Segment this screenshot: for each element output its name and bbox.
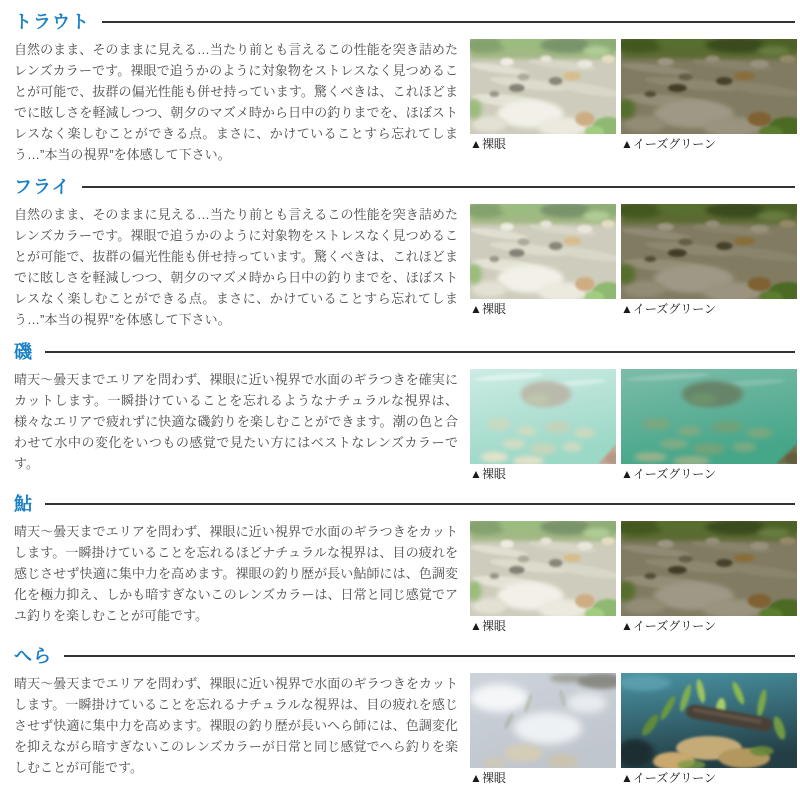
photo-pair bbox=[470, 521, 797, 634]
section-content bbox=[14, 39, 797, 165]
section-content bbox=[14, 673, 797, 786]
photo-ease-green bbox=[621, 369, 797, 482]
photo-naked-eye bbox=[470, 204, 616, 317]
section-content bbox=[14, 369, 797, 482]
section-body-text: 晴天～曇天までエリアを問わず、裸眼に近い視界で水面のギラつきを確実にカットします。一瞬掛けていることを忘れるようなナチュラルな視界は、様々なエリアで疲れずに快適な磯釣りを楽しむことができます。潮の色と合わせて水中の変化をいつもの感覚で見たい方にはベストなレンズカラーです。 bbox=[14, 372, 458, 471]
section-header bbox=[14, 342, 797, 362]
photo-pair bbox=[470, 204, 797, 317]
section-fly bbox=[14, 177, 797, 330]
section-header bbox=[14, 12, 797, 32]
section-title: 磯 bbox=[14, 342, 33, 362]
sea-photo-naked-eye bbox=[470, 369, 616, 464]
section-body-text: 自然のまま、そのままに見える…当たり前とも言えるこの性能を突き詰めたレンズカラーです。裸眼で追うかのように対象物をストレスなく見つめることが可能で、抜群の偏光性能も併せ持っています。驚くべきは、これほどまでに眩しさを軽減しつつ、朝夕のマズメ時から日中の釣りまでを、ほぼストレスなく楽しむことができる点。まさに、かけていることすら忘れてしまう…”本当の視界”を体感して下さい。 bbox=[14, 42, 458, 162]
caption-naked-eye: ▲裸眼 bbox=[470, 302, 506, 316]
photo-ease-green bbox=[621, 673, 797, 786]
section-body-text: 晴天～曇天までエリアを問わず、裸眼に近い視界で水面のギラつきをカットします。一瞬掛けていることを忘れるほどナチュラルな視界は、目の疲れを感じさせず快適に集中力を高めます。裸眼の釣り歴が長い鮎師には、色調変化を極力抑え、しかも暗すぎないこのレンズカラーは、日常と同じ感覚でアユ釣りを楽しむことが可能です。 bbox=[14, 524, 458, 623]
photo-ease-green bbox=[621, 204, 797, 317]
caption-ease-green: ▲イーズグリーン bbox=[621, 619, 717, 633]
header-rule bbox=[45, 351, 795, 353]
caption-ease-green: ▲イーズグリーン bbox=[621, 302, 717, 316]
photo-naked-eye bbox=[470, 369, 616, 482]
photo-ease-green bbox=[621, 521, 797, 634]
caption-ease-green: ▲イーズグリーン bbox=[621, 137, 717, 151]
caption-naked-eye: ▲裸眼 bbox=[470, 771, 506, 785]
photo-pair bbox=[470, 39, 797, 152]
caption-naked-eye: ▲裸眼 bbox=[470, 137, 506, 151]
header-rule bbox=[64, 655, 795, 657]
section-title: へら bbox=[14, 646, 52, 666]
caption-naked-eye: ▲裸眼 bbox=[470, 467, 506, 481]
section-body-text: 自然のまま、そのままに見える…当たり前とも言えるこの性能を突き詰めたレンズカラーです。裸眼で追うかのように対象物をストレスなく見つめることが可能で、抜群の偏光性能も併せ持っています。驚くべきは、これほどまでに眩しさを軽減しつつ、朝夕のマズメ時から日中の釣りまでを、ほぼストレスなく楽しむことができる点。まさに、かけていることすら忘れてしまう…”本当の視界”を体感して下さい。 bbox=[14, 207, 458, 327]
section-title: 鮎 bbox=[14, 494, 33, 514]
caption-ease-green: ▲イーズグリーン bbox=[621, 771, 717, 785]
section-header bbox=[14, 494, 797, 514]
section-header bbox=[14, 177, 797, 197]
section-title: トラウト bbox=[14, 12, 90, 32]
header-rule bbox=[45, 503, 795, 505]
section-hera bbox=[14, 646, 797, 786]
section-trout bbox=[14, 12, 797, 165]
header-rule bbox=[82, 186, 795, 188]
photo-pair bbox=[470, 673, 797, 786]
caption-ease-green: ▲イーズグリーン bbox=[621, 467, 717, 481]
photo-naked-eye bbox=[470, 521, 616, 634]
section-title: フライ bbox=[14, 177, 71, 197]
photo-pair bbox=[470, 369, 797, 482]
section-body-text: 晴天～曇天までエリアを問わず、裸眼に近い視界で水面のギラつきをカットします。一瞬掛けていることを忘れるナチュラルな視界は、目の疲れを感じさせず快適に集中力を高めます。裸眼の釣り歴が長いへら師には、色調変化を抑えながら暗すぎないこのレンズカラーが日常と同じ感覚でへら釣りを楽しむことが可能です。 bbox=[14, 676, 458, 775]
river-photo-naked-eye bbox=[470, 204, 616, 299]
photo-ease-green bbox=[621, 39, 797, 152]
header-rule bbox=[102, 21, 795, 23]
sea-photo-ease-green bbox=[621, 369, 797, 464]
caption-naked-eye: ▲裸眼 bbox=[470, 619, 506, 633]
river-photo-ease-green bbox=[621, 521, 797, 616]
section-header bbox=[14, 646, 797, 666]
section-content bbox=[14, 521, 797, 634]
river-photo-ease-green bbox=[621, 204, 797, 299]
pond-photo-ease-green bbox=[621, 673, 797, 768]
pond-photo-naked-eye bbox=[470, 673, 616, 768]
section-iso bbox=[14, 342, 797, 482]
section-ayu bbox=[14, 494, 797, 634]
photo-naked-eye bbox=[470, 673, 616, 786]
photo-naked-eye bbox=[470, 39, 616, 152]
river-photo-ease-green bbox=[621, 39, 797, 134]
river-photo-naked-eye bbox=[470, 521, 616, 616]
section-content bbox=[14, 204, 797, 330]
river-photo-naked-eye bbox=[470, 39, 616, 134]
